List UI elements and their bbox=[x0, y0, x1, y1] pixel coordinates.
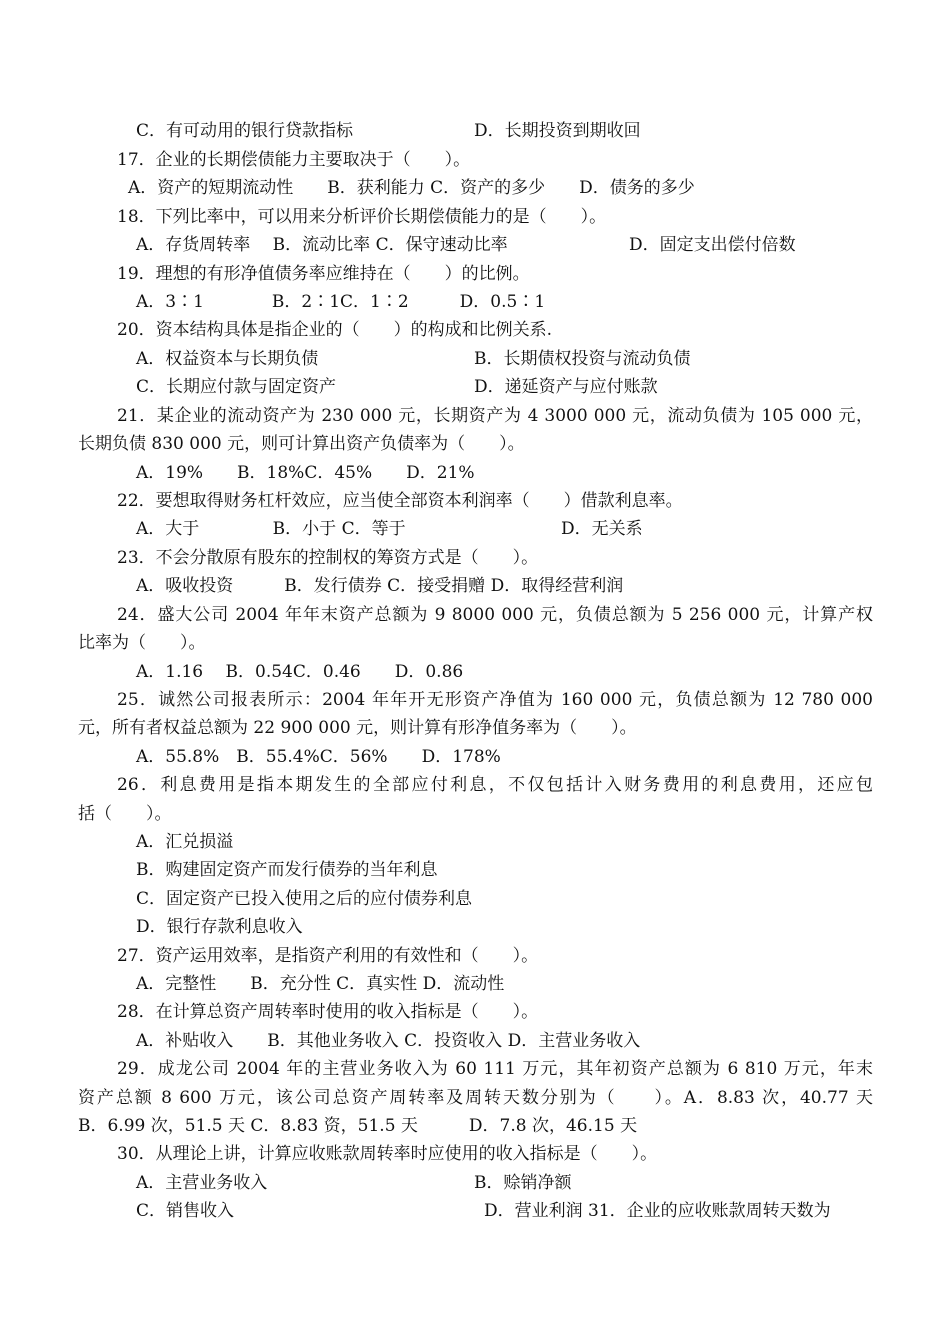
line-1a: C．有可动用的银行贷款指标 bbox=[136, 121, 354, 141]
question-29-line1: 29．成龙公司 2004 年的主营业务收入为 60 111 万元，其年初资产总额为 6 810 万元，年末 bbox=[117, 1059, 873, 1079]
options-20d: D．递延资产与应付账款 bbox=[474, 377, 658, 397]
question-29-line2: 资产总额 8 600 万元，该公司总资产周转率及周转天数分别为（ ）。A．8.83 次，40.77 天 bbox=[78, 1088, 873, 1108]
question-27: 27．资产运用效率，是指资产利用的有效性和（ ）。 bbox=[117, 946, 539, 966]
options-20c: C．长期应付款与固定资产 bbox=[136, 377, 337, 397]
options-21: A．19% B．18%C．45% D．21% bbox=[136, 463, 475, 483]
question-18: 18．下列比率中，可以用来分析评价长期偿债能力的是（ ）。 bbox=[117, 207, 607, 227]
options-30c: C．销售收入 bbox=[136, 1201, 235, 1221]
options-27: A．完整性 B．充分性 C．真实性 D．流动性 bbox=[136, 974, 505, 994]
question-29-line3: B．6.99 次，51.5 天 C．8.83 资，51.5 天 D．7.8 次，46.15 天 bbox=[78, 1116, 638, 1136]
question-24-line2: 比率为（ ）。 bbox=[78, 633, 206, 653]
question-22: 22．要想取得财务杠杆效应，应当使全部资本利润率（ ）借款利息率。 bbox=[117, 491, 683, 511]
options-24: A．1.16 B．0.54C．0.46 D．0.86 bbox=[136, 662, 464, 682]
question-26-line1: 26．利息费用是指本期发生的全部应付利息，不仅包括计入财务费用的利息费用，还应包 bbox=[117, 775, 873, 795]
option-26a: A．汇兑损溢 bbox=[136, 832, 234, 852]
options-19: A．3∶1 B．2∶1C．1∶2 D．0.5∶1 bbox=[136, 292, 546, 312]
question-17: 17．企业的长期偿债能力主要取决于（ ）。 bbox=[117, 150, 471, 170]
option-26d: D．银行存款利息收入 bbox=[136, 917, 303, 937]
options-23: A．吸收投资 B．发行债券 C．接受捐赠 D．取得经营利润 bbox=[136, 576, 624, 596]
question-19: 19．理想的有形净值债务率应维持在（ ）的比例。 bbox=[117, 264, 530, 284]
options-30b: B．赊销净额 bbox=[474, 1173, 572, 1193]
options-22b: D．无关系 bbox=[561, 519, 643, 539]
options-17: A．资产的短期流动性 B．获利能力 C．资产的多少 D．债务的多少 bbox=[128, 178, 695, 198]
options-30d: D．营业利润 31．企业的应收账款周转天数为 bbox=[484, 1201, 831, 1221]
question-23: 23．不会分散原有股东的控制权的筹资方式是（ ）。 bbox=[117, 548, 539, 568]
options-18b: D．固定支出偿付倍数 bbox=[629, 235, 796, 255]
options-22a: A．大于 B．小于 C．等于 bbox=[136, 519, 406, 539]
question-30: 30．从理论上讲，计算应收账款周转率时应使用的收入指标是（ ）。 bbox=[117, 1144, 658, 1164]
question-26-line2: 括（ ）。 bbox=[78, 804, 172, 824]
line-1b: D．长期投资到期收回 bbox=[474, 121, 641, 141]
options-28: A．补贴收入 B．其他业务收入 C．投资收入 D．主营业务收入 bbox=[136, 1031, 641, 1051]
options-18a: A．存货周转率 B．流动比率 C．保守速动比率 bbox=[136, 235, 508, 255]
question-25-line1: 25．诚然公司报表所示：2004 年年开无形资产净值为 160 000 元，负债总额为 12 780 000 bbox=[117, 690, 873, 710]
options-20b: B．长期债权投资与流动负债 bbox=[474, 349, 691, 369]
options-30a: A．主营业务收入 bbox=[136, 1173, 268, 1193]
question-21-line2: 长期负债 830 000 元，则可计算出资产负债率为（ ）。 bbox=[78, 434, 525, 454]
options-20a: A．权益资本与长期负债 bbox=[136, 349, 319, 369]
option-26b: B．购建固定资产而发行债券的当年利息 bbox=[136, 860, 438, 880]
question-28: 28．在计算总资产周转率时使用的收入指标是（ ）。 bbox=[117, 1002, 539, 1022]
question-20: 20．资本结构具体是指企业的（ ）的构成和比例关系. bbox=[117, 320, 553, 340]
options-25: A．55.8% B．55.4%C．56% D．178% bbox=[136, 747, 501, 767]
option-26c: C．固定资产已投入使用之后的应付债券利息 bbox=[136, 889, 473, 909]
question-21-line1: 21．某企业的流动资产为 230 000 元，长期资产为 4 3000 000 元，流动负债为 105 000 元， bbox=[117, 406, 873, 426]
question-24-line1: 24．盛大公司 2004 年年末资产总额为 9 8000 000 元，负债总额为 5 256 000 元，计算产权 bbox=[117, 605, 873, 625]
question-25-line2: 元，所有者权益总额为 22 900 000 元，则计算有形净值务率为（ ）。 bbox=[78, 718, 637, 738]
